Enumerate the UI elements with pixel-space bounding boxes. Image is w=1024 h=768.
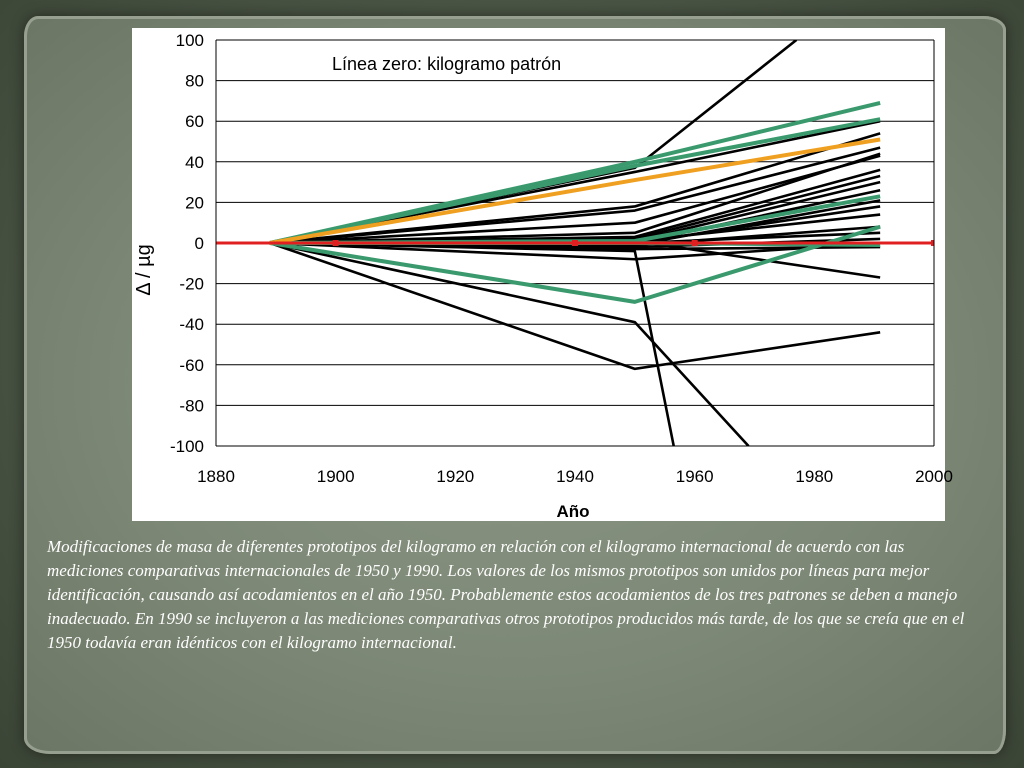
reference-marker bbox=[572, 240, 578, 246]
x-tick-label: 2000 bbox=[915, 467, 953, 486]
series-line bbox=[270, 243, 749, 446]
line-chart bbox=[132, 28, 953, 521]
x-tick-label: 1980 bbox=[795, 467, 834, 486]
y-tick-label: 80 bbox=[185, 71, 204, 91]
y-tick-label: -60 bbox=[179, 355, 204, 375]
y-tick-label: -80 bbox=[179, 396, 204, 416]
x-tick-label: 1880 bbox=[197, 467, 235, 486]
axes bbox=[170, 31, 953, 486]
y-tick-label: -100 bbox=[169, 437, 204, 456]
y-tick-label: -20 bbox=[179, 274, 204, 294]
x-tick-label: 1960 bbox=[675, 467, 714, 486]
chart-title: Línea zero: kilogramo patrón bbox=[332, 54, 562, 74]
x-tick-label: 1940 bbox=[556, 467, 594, 486]
x-axis-label: Año bbox=[556, 502, 590, 521]
series-line bbox=[270, 243, 674, 446]
series-lines bbox=[216, 40, 937, 446]
chart-panel bbox=[132, 28, 953, 521]
figure-caption: Modificaciones de masa de diferentes prototipos del kilogramo en relación con el kilogramo internacional de acuerdo con las mediciones comparativas internacionales de 1950 y 1990. Los valores de los mismos prototipos son unidos por líneas para mejor identificación, causando así acodamientos en el año 1950. Probablemente estos acodamientos de los tres patrones se deben a manejo inadecuado. En 1990 se incluyeron a las mediciones comparativas otros prototipos producidos más tarde, de los que se creía que en el 1950 todavía eran idénticos con el kilogramo internacional. bbox=[47, 537, 965, 652]
series-line bbox=[270, 139, 880, 243]
y-tick-label: 20 bbox=[185, 193, 204, 213]
y-tick-label: -40 bbox=[179, 315, 204, 335]
y-tick-label: 0 bbox=[194, 234, 204, 253]
x-tick-label: 1900 bbox=[316, 467, 355, 486]
y-axis-label: Δ / µg bbox=[133, 244, 155, 296]
y-tick-label: 40 bbox=[185, 152, 204, 172]
y-tick-label: 100 bbox=[175, 31, 204, 50]
reference-marker bbox=[692, 240, 698, 246]
x-tick-label: 1920 bbox=[436, 467, 475, 486]
y-tick-label: 60 bbox=[185, 112, 204, 132]
reference-marker bbox=[333, 240, 339, 246]
